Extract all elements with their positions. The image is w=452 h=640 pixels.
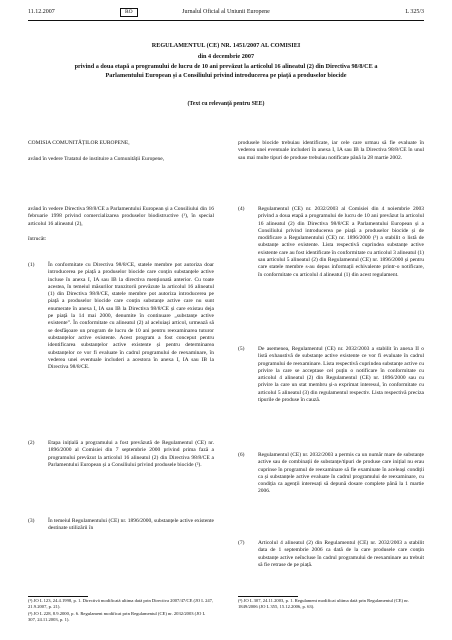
footnote-rule-right (238, 596, 298, 597)
recital-text: Articolul 4 alineatul (2) din Regulamentul (CE) nr. 2032/2003 a stabilit data de 1 septembrie 2006 ca dată de la care produsele care conțin substanțe active neîncluse în cadrul programului de reexaminare au trebuit să fie retrase de pe piață. (258, 540, 424, 568)
recital-text: Etapa inițială a programului a fost prevăzută de Regulamentul (CE) nr. 1896/2000 al Comisiei din 7 septembrie 2000 privind prima fază a programului prevăzut la articolul 16 alineatul (2) din Directiva 98/8/CE a Parlamentului European și a Consiliului privind produsele biocide (²). (48, 440, 214, 468)
journal-header (28, 8, 424, 20)
recital-text: În conformitate cu Directiva 98/8/CE, statele membre pot autoriza doar introducerea pe piață a produselor biocide care conțin substanțele active incluse în anexa I, IA sau IB la directiva menționată anterior. Cu toate acestea, în temeiul măsurilor tranzitorii prevăzute la articolul 16 alineatul (1) din Directiva 98/8/CE, statele membre pot autoriza introducerea pe piață a produselor biocide care conțin substanțe active care nu sunt enumerate în anexa I, IA sau IB la Directiva 98/8/CE și care existau deja pe piață la 14 mai 2000, denumite în continuare „substanțe active existente”. În conformitate cu alineatul (2) al aceluiași articol, urmează să se desfășoare un program de lucru de 10 ani pentru reexaminarea tuturor substanțelor active existente. Acest program a fost conceput pentru identificarea substanțelor active existente și pentru determinarea substanțelor ce vor fi evaluate în cadrul programului de reexaminare, în vederea unei eventuale includeri a acestora în anexa I, IA sau IB la Directiva 98/8/CE. (48, 262, 214, 371)
recital-text: Regulamentul (CE) nr. 2032/2003 a permis ca un număr mare de substanțe active sau de combinații de substanțe/tipuri de produse care inițial nu erau cuprinse în programul de reexaminare să fie examinate în aceleași condiții ca și substanțele active evaluate în cadrul programului de reexaminare, cu condiția ca agenții interesați să depună dosare complete până la 1 martie 2006. (258, 452, 424, 495)
recital-number: (6) (238, 452, 245, 458)
right-intro-text: produsele biocide trebuiau identificate, iar cele care urmau să fie evaluate în vederea unei eventuale includeri în anexa I, IA sau IB la Directiva 98/8/CE în unul sau mai multe tipuri de produse trebuiau notificate până la 28 martie 2002. (238, 140, 424, 161)
page-reference: L 325/3 (405, 9, 424, 15)
having-regard-directive: având în vedere Directiva 98/8/CE a Parlamentului European și a Consiliului din 16 februarie 1998 privind comercializarea produselor biodistructive (¹), în special articolul 16 alineatul (2), (28, 206, 214, 227)
recital-text: În temeiul Regulamentului (CE) nr. 1896/2000, substanțele active existente destinate utilizării în (48, 518, 214, 532)
footnote-2: (²) JO L 228, 8.9.2000, p. 6. Regulament modificat prin Regulamentul (CE) nr. 2032/2003 (JO L 307, 24.11.2003, p. 1). (28, 611, 206, 622)
footnote-1: (¹) JO L 123, 24.4.1998, p. 1. Directivă modificată ultima dată prin Directiva 2007/47/CE (JO L 247, 21.9.2007, p. 21). (28, 598, 214, 609)
whereas: întrucât: (28, 236, 47, 242)
recital-number: (1) (28, 262, 35, 268)
header-rule (28, 20, 424, 21)
regulation-subject: privind a doua etapă a programului de lucru de 10 ani prevăzut la articolul 16 alineatul (2) din Directiva 98/8/CE a Parlamentului European și a Consiliului privind introducerea pe piață a produselor biocide (74, 63, 378, 79)
recital-number: (7) (238, 540, 245, 546)
footnote-3: (³) JO L 307, 24.11.2003, p. 1. Regulament modificat ultima dată prin Regulamentul (CE) nr. 1849/2006 (JO L 355, 15.12.2006, p. 63). (238, 598, 409, 609)
journal-name: Jurnalul Oficial al Uniunii Europene (182, 9, 270, 15)
regulation-date: din 4 decembrie 2007 (197, 53, 255, 60)
recital-number: (3) (28, 518, 35, 524)
eea-note: (Text cu relevanță pentru SEE) (187, 101, 265, 107)
language-badge: RO (120, 8, 138, 17)
recital-number: (5) (238, 346, 245, 352)
having-regard-treaty: având în vedere Tratatul de instituire a Comunității Europene, (28, 156, 165, 162)
regulation-title: REGULAMENTUL (CE) NR. 1451/2007 AL COMISIEI (151, 42, 301, 49)
footnote-rule-left (28, 596, 88, 597)
recital-text: Regulamentul (CE) nr. 2032/2003 al Comisiei din 4 noiembrie 2003 privind a doua etapă a programului de lucru de 10 ani prevăzut la articolul 16 alineatul (2) din Directiva 98/8/CE a Parlamentului European și a Consiliului privind introducerea pe piață a produselor biocide și de modificare a Regulamentului (CE) nr. 1896/2000 (³) a stabilit o listă de substanțe active existente. Lista respectivă cuprindea substanțe active existente care au fost identificate în conformitate cu articolul 3 alineatul (1) sau articolul 5 alineatul (2) din Regulamentul (CE) nr. 1896/2000 și pentru care statele membre s-au depus informații echivalente printr-o notificare, în conformitate cu articolul 4 alineatul (1) din acest regulament. (258, 206, 424, 278)
header-date: 11.12.2007 (28, 9, 55, 15)
recital-number: (2) (28, 440, 35, 446)
commission-line: COMISIA COMUNITĂȚILOR EUROPENE, (28, 140, 130, 146)
recital-text: De asemenea, Regulamentul (CE) nr. 2032/2003 a stabilit în anexa II o listă exhaustivă de substanțe active existente ce vor fi evaluate în cadrul programului de reexaminare. Lista respectivă cuprindea substanțe active cu privire la care se acceptase cel puțin o notificare în conformitate cu articolul 4 alineatul (2) din Regulamentul (CE) nr. 1896/2000 sau cu privire la care un stat membru și-a exprimat interesul, în conformitate cu articolul 5 alineatul (3) din regulamentul respectiv. Lista respectivă preciza tipurile de produse în cauză. (258, 346, 424, 404)
recital-number: (4) (238, 206, 245, 212)
